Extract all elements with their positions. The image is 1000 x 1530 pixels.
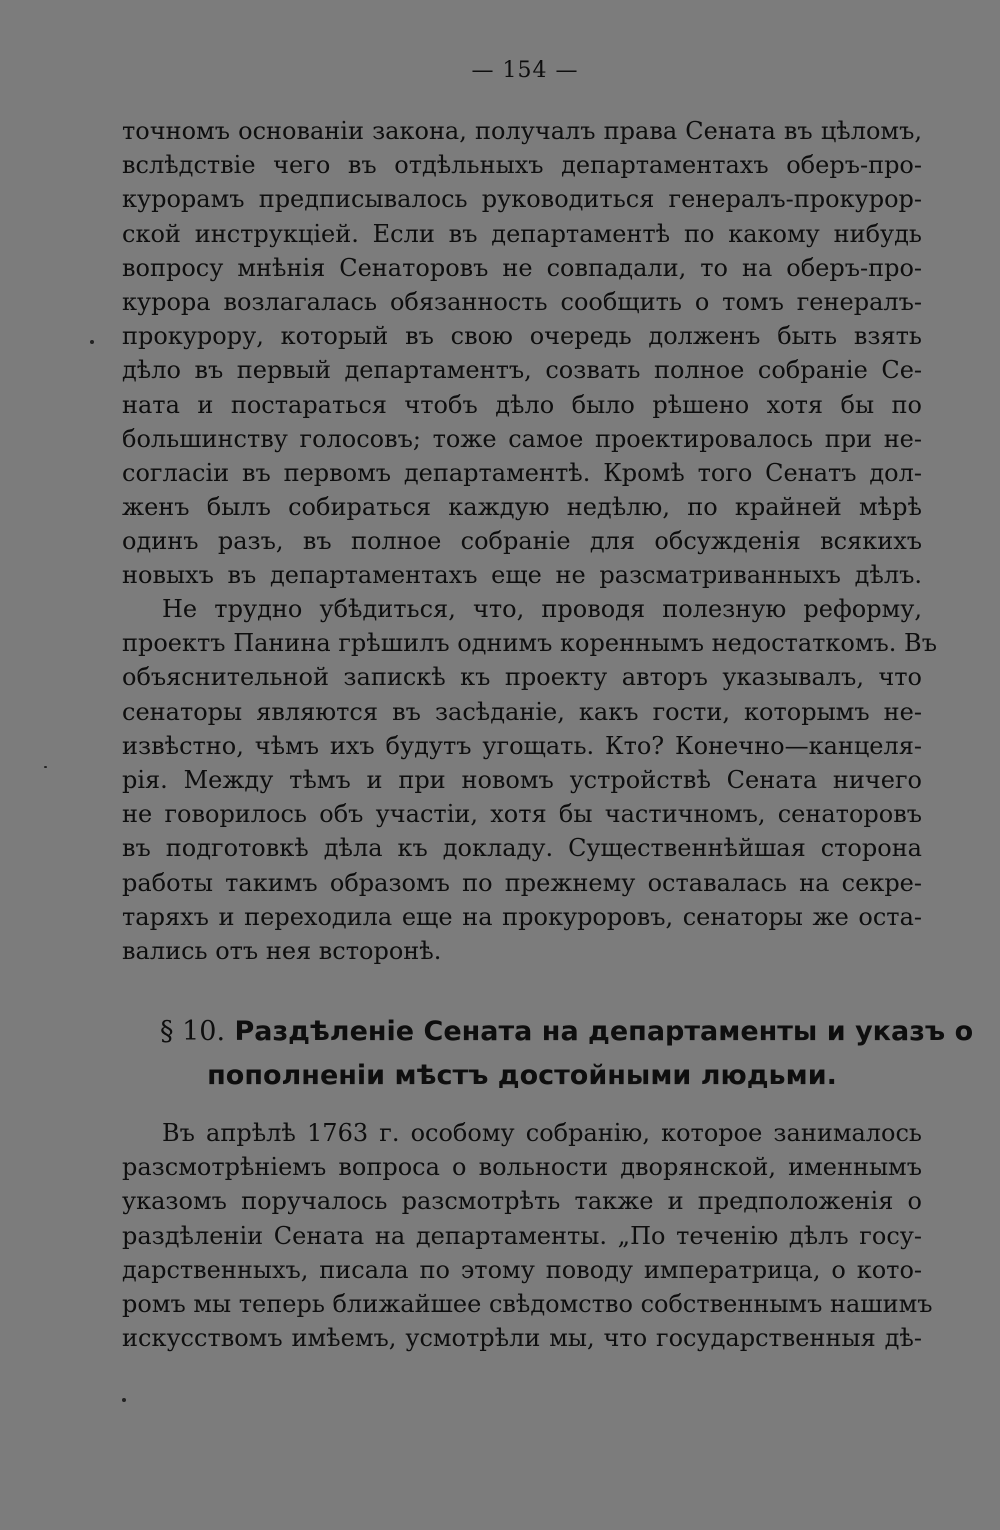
text-line: проектъ Панина грѣшилъ однимъ кореннымъ недостаткомъ. Въ	[122, 629, 937, 658]
text-line: вопросу мнѣнiя Сенаторовъ не совпадали, то на оберъ-про-	[122, 253, 922, 282]
text-line: разсмотрѣнiемъ вопроса о вольности дворянской, именнымъ	[122, 1153, 922, 1182]
text-line: вслѣдствiе чего въ отдѣльныхъ департаментахъ оберъ-про-	[122, 151, 922, 180]
text-line: прокурору, который въ свою очередь долженъ быть взять	[122, 322, 922, 351]
scan-speck	[122, 1398, 126, 1402]
text-line: раздѣленiи Сената на департаменты. „По теченiю дѣлъ госу-	[122, 1221, 922, 1250]
text-line: новыхъ въ департаментахъ еще не разсматриванныхъ дѣлъ.	[122, 561, 922, 590]
text-line: ской инструкцiей. Если въ департаментѣ по какому нибудь	[122, 219, 922, 248]
text-line: не говорилось объ участiи, хотя бы частичномъ, сенаторовъ	[122, 800, 922, 829]
text-line: рiя. Между тѣмъ и при новомъ устройствѣ Сената ничего	[122, 765, 922, 794]
section-number: § 10.	[160, 1016, 226, 1047]
page-number: — 154 —	[471, 58, 579, 83]
text-line: указомъ поручалось разсмотрѣть также и предположенiя о	[122, 1187, 922, 1216]
scan-speck	[44, 766, 47, 768]
paragraph-2	[122, 592, 937, 968]
text-line: объяснительной запискѣ къ проекту авторъ указывалъ, что	[122, 663, 922, 692]
text-line: большинству голосовъ; тоже самое проектировалось при не-	[122, 424, 922, 453]
text-line: извѣстно, чѣмъ ихъ будутъ угощать. Кто? Конечно—канцеля-	[122, 731, 922, 760]
text-line: ромъ мы теперь ближайшее свѣдомство собственнымъ нашимъ	[122, 1289, 933, 1318]
text-line: точномъ основанiи закона, получалъ права Сената въ цѣломъ,	[122, 117, 922, 145]
paragraph-1	[122, 114, 922, 593]
text-line: курора возлагалась обязанность сообщить о томъ генералъ-	[122, 287, 922, 316]
text-line: работы такимъ образомъ по прежнему оставалась на секре-	[122, 868, 922, 897]
text-line: Въ апрѣлѣ 1763 г. особому собранiю, которое занималось	[162, 1119, 922, 1147]
section-heading	[122, 1010, 974, 1098]
text-line: ната и постараться чтобъ дѣло было рѣшено хотя бы по	[122, 390, 922, 419]
text-line: дарственныхъ, писала по этому поводу императрица, о кото-	[122, 1255, 922, 1284]
text-line: вались отъ нея всторонѣ.	[122, 936, 442, 965]
scan-speck	[90, 340, 94, 344]
text-line: женъ былъ собираться каждую недѣлю, по крайней мѣрѣ	[122, 493, 922, 522]
text-line: согласiи въ первомъ департаментѣ. Кромѣ того Сенатъ дол-	[122, 458, 922, 487]
text-line: дѣло въ первый департаментъ, созвать полное собранiе Се-	[122, 356, 922, 385]
paragraph-3	[122, 1116, 933, 1355]
section-title-line-1: Раздѣленiе Сената на департаменты и указъ о	[234, 1016, 974, 1047]
section-title-line-2: пополненiи мѣстъ достойными людьми.	[207, 1060, 837, 1091]
text-line: Не трудно убѣдиться, что, проводя полезную реформу,	[162, 595, 922, 623]
text-line: искусствомъ имѣемъ, усмотрѣли мы, что государственныя дѣ-	[122, 1324, 922, 1353]
text-line: въ подготовкѣ дѣла къ докладу. Существеннѣйшая сторона	[122, 834, 922, 863]
text-line: курорамъ предписывалось руководиться генералъ-прокурор-	[122, 185, 922, 214]
text-line: сенаторы являются въ засѣданiе, какъ гости, которымъ не-	[122, 697, 922, 726]
text-line: таряхъ и переходила еще на прокуроровъ, сенаторы же оста-	[122, 902, 922, 931]
text-line: одинъ разъ, въ полное собранiе для обсужденiя всякихъ	[122, 527, 922, 556]
